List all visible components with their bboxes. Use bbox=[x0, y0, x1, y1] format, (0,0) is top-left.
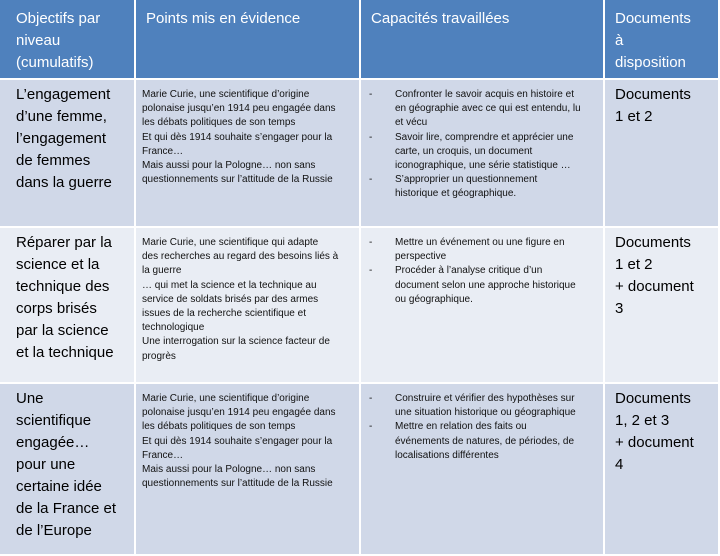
points-line: Marie Curie, une scientifique qui adapte bbox=[142, 237, 319, 248]
bullet-dash: - bbox=[369, 174, 373, 186]
header-points: Points mis en évidence bbox=[136, 0, 361, 80]
capacity-text bbox=[395, 236, 595, 264]
documents-line: 1, 2 et 3 bbox=[615, 412, 670, 429]
objective-line: corps brisés bbox=[16, 300, 97, 317]
objective-cell bbox=[0, 384, 136, 556]
capacities-list bbox=[365, 236, 595, 307]
points-line: Marie Curie, une scientifique d’origine bbox=[142, 393, 310, 404]
capacity-line: Construire et vérifier des hypothèses sur bbox=[395, 393, 575, 404]
capacity-text bbox=[395, 88, 595, 131]
capacity-item bbox=[365, 392, 595, 420]
capacity-line: document selon une approche historique bbox=[395, 279, 576, 291]
points-line: Et qui dès 1914 souhaite s’engager pour la bbox=[142, 131, 333, 143]
points-cell bbox=[136, 228, 361, 384]
objective-cell bbox=[0, 80, 136, 228]
points-line: questionnements sur l’attitude de la Russie bbox=[142, 174, 333, 186]
objective-line: de la France et bbox=[16, 500, 117, 517]
bullet-dash: - bbox=[369, 393, 373, 404]
objective-line: de femmes bbox=[16, 152, 91, 169]
documents-cell bbox=[605, 228, 720, 384]
points-cell bbox=[136, 384, 361, 556]
points-line: la guerre bbox=[142, 265, 182, 277]
capacity-line: Mettre en relation des faits ou bbox=[395, 421, 527, 433]
table-row bbox=[0, 228, 720, 384]
capacity-line: ou géographique. bbox=[395, 293, 473, 305]
capacity-line: S’approprier un questionnement bbox=[395, 174, 538, 186]
capacity-line: Procéder à l’analyse critique d’un bbox=[395, 265, 543, 277]
objective-line: scientifique bbox=[16, 412, 92, 429]
points-line: Une interrogation sur la science facteur de bbox=[142, 336, 330, 348]
objective-line: et la technique bbox=[16, 344, 114, 361]
objective-cell bbox=[0, 228, 136, 384]
points-line: … qui met la science et la technique au bbox=[142, 279, 317, 291]
points-line: France… bbox=[142, 145, 184, 157]
capacities-list bbox=[365, 88, 595, 202]
objective-line: pour une bbox=[16, 456, 76, 473]
table-row bbox=[0, 80, 720, 228]
capacity-text bbox=[395, 131, 595, 174]
header-documents-line: disposition bbox=[615, 54, 686, 71]
objective-line: Réparer par la bbox=[16, 234, 112, 251]
header-documents-line: Documents bbox=[615, 10, 691, 27]
capacities-cell bbox=[361, 384, 605, 556]
documents-cell bbox=[605, 80, 720, 228]
header-objectives-line: Objectifs par bbox=[16, 10, 101, 27]
objective-line: L’engagement bbox=[16, 86, 111, 103]
objective-line: science et la bbox=[16, 256, 100, 273]
documents-line: Documents bbox=[615, 86, 691, 103]
points-line: Et qui dès 1914 souhaite s’engager pour la bbox=[142, 435, 333, 447]
capacity-line: perspective bbox=[395, 251, 447, 263]
points-line: polonaise jusqu’en 1914 peu engagée dans bbox=[142, 103, 336, 115]
header-objectives-line: (cumulatifs) bbox=[16, 54, 94, 71]
capacity-line: carte, un croquis, un document bbox=[395, 145, 533, 157]
capacity-item bbox=[365, 264, 595, 307]
objective-line: d’une femme, bbox=[16, 108, 107, 125]
objective-line: dans la guerre bbox=[16, 174, 112, 191]
bullet-dash: - bbox=[369, 131, 373, 143]
header-row bbox=[0, 0, 720, 80]
capacities-cell bbox=[361, 80, 605, 228]
objective-line: Une bbox=[16, 390, 44, 407]
header-documents bbox=[605, 0, 720, 80]
objective-line: de l’Europe bbox=[16, 522, 92, 539]
bullet-dash: - bbox=[369, 421, 373, 433]
documents-cell bbox=[605, 384, 720, 556]
capacity-item bbox=[365, 236, 595, 264]
points-line: service de soldats brisés par des armes bbox=[142, 293, 319, 305]
header-objectives-line: niveau bbox=[16, 32, 61, 49]
documents-line: 3 bbox=[615, 300, 624, 317]
points-line: les débats politiques de son temps bbox=[142, 421, 296, 433]
capacity-line: événements de natures, de périodes, de bbox=[395, 435, 575, 447]
bullet-dash: - bbox=[369, 89, 373, 100]
points-line: issues de la recherche scientifique et bbox=[142, 308, 306, 320]
points-cell bbox=[136, 80, 361, 228]
capacity-line: Confronter le savoir acquis en histoire et bbox=[395, 89, 574, 100]
capacity-text bbox=[395, 264, 595, 307]
documents-line: Documents bbox=[615, 234, 691, 251]
points-line: polonaise jusqu’en 1914 peu engagée dans bbox=[142, 407, 336, 419]
capacity-item bbox=[365, 131, 595, 174]
capacity-text bbox=[395, 173, 595, 201]
objective-line: l’engagement bbox=[16, 130, 107, 147]
points-line: technologique bbox=[142, 322, 205, 334]
header-objectives bbox=[0, 0, 136, 80]
objective-line: par la science bbox=[16, 322, 109, 339]
capacity-line: une situation historique ou géographique bbox=[395, 407, 576, 419]
capacities-list bbox=[365, 392, 595, 463]
header-documents-line: à bbox=[615, 32, 624, 49]
points-line: France… bbox=[142, 449, 184, 461]
points-line: Mais aussi pour la Pologne… non sans bbox=[142, 160, 316, 172]
capacity-item bbox=[365, 88, 595, 131]
points-line: des recherches au regard des besoins liés à bbox=[142, 251, 339, 263]
capacity-line: historique et géographique. bbox=[395, 188, 517, 200]
capacity-item bbox=[365, 420, 595, 463]
documents-line: 1 et 2 bbox=[615, 256, 653, 273]
capacity-line: Mettre un événement ou une figure en bbox=[395, 237, 565, 248]
capacity-line: et vécu bbox=[395, 117, 428, 129]
points-line: Mais aussi pour la Pologne… non sans bbox=[142, 464, 316, 476]
objective-line: technique des bbox=[16, 278, 110, 295]
objective-line: engagée… bbox=[16, 434, 90, 451]
capacity-line: en géographie avec ce qui est entendu, lu bbox=[395, 103, 581, 115]
documents-line: 4 bbox=[615, 456, 624, 473]
bullet-dash: - bbox=[369, 237, 373, 248]
bullet-dash: - bbox=[369, 265, 373, 277]
documents-line: 1 et 2 bbox=[615, 108, 653, 125]
points-line: questionnements sur l’attitude de la Russie bbox=[142, 478, 333, 490]
documents-line: + document bbox=[615, 434, 694, 451]
header-capacities: Capacités travaillées bbox=[361, 0, 605, 80]
capacity-text bbox=[395, 420, 595, 463]
documents-line: Documents bbox=[615, 390, 691, 407]
table-row bbox=[0, 384, 720, 556]
capacity-line: iconographique, une série statistique … bbox=[395, 160, 571, 172]
points-line: progrès bbox=[142, 350, 176, 362]
capacities-cell bbox=[361, 228, 605, 384]
capacity-line: Savoir lire, comprendre et apprécier une bbox=[395, 131, 574, 143]
capacity-line: localisations différentes bbox=[395, 449, 499, 461]
documents-line: + document bbox=[615, 278, 694, 295]
capacity-item bbox=[365, 173, 595, 201]
capacity-text bbox=[395, 392, 595, 420]
points-line: les débats politiques de son temps bbox=[142, 117, 296, 129]
points-line: Marie Curie, une scientifique d’origine bbox=[142, 89, 310, 100]
objective-line: certaine idée bbox=[16, 478, 102, 495]
